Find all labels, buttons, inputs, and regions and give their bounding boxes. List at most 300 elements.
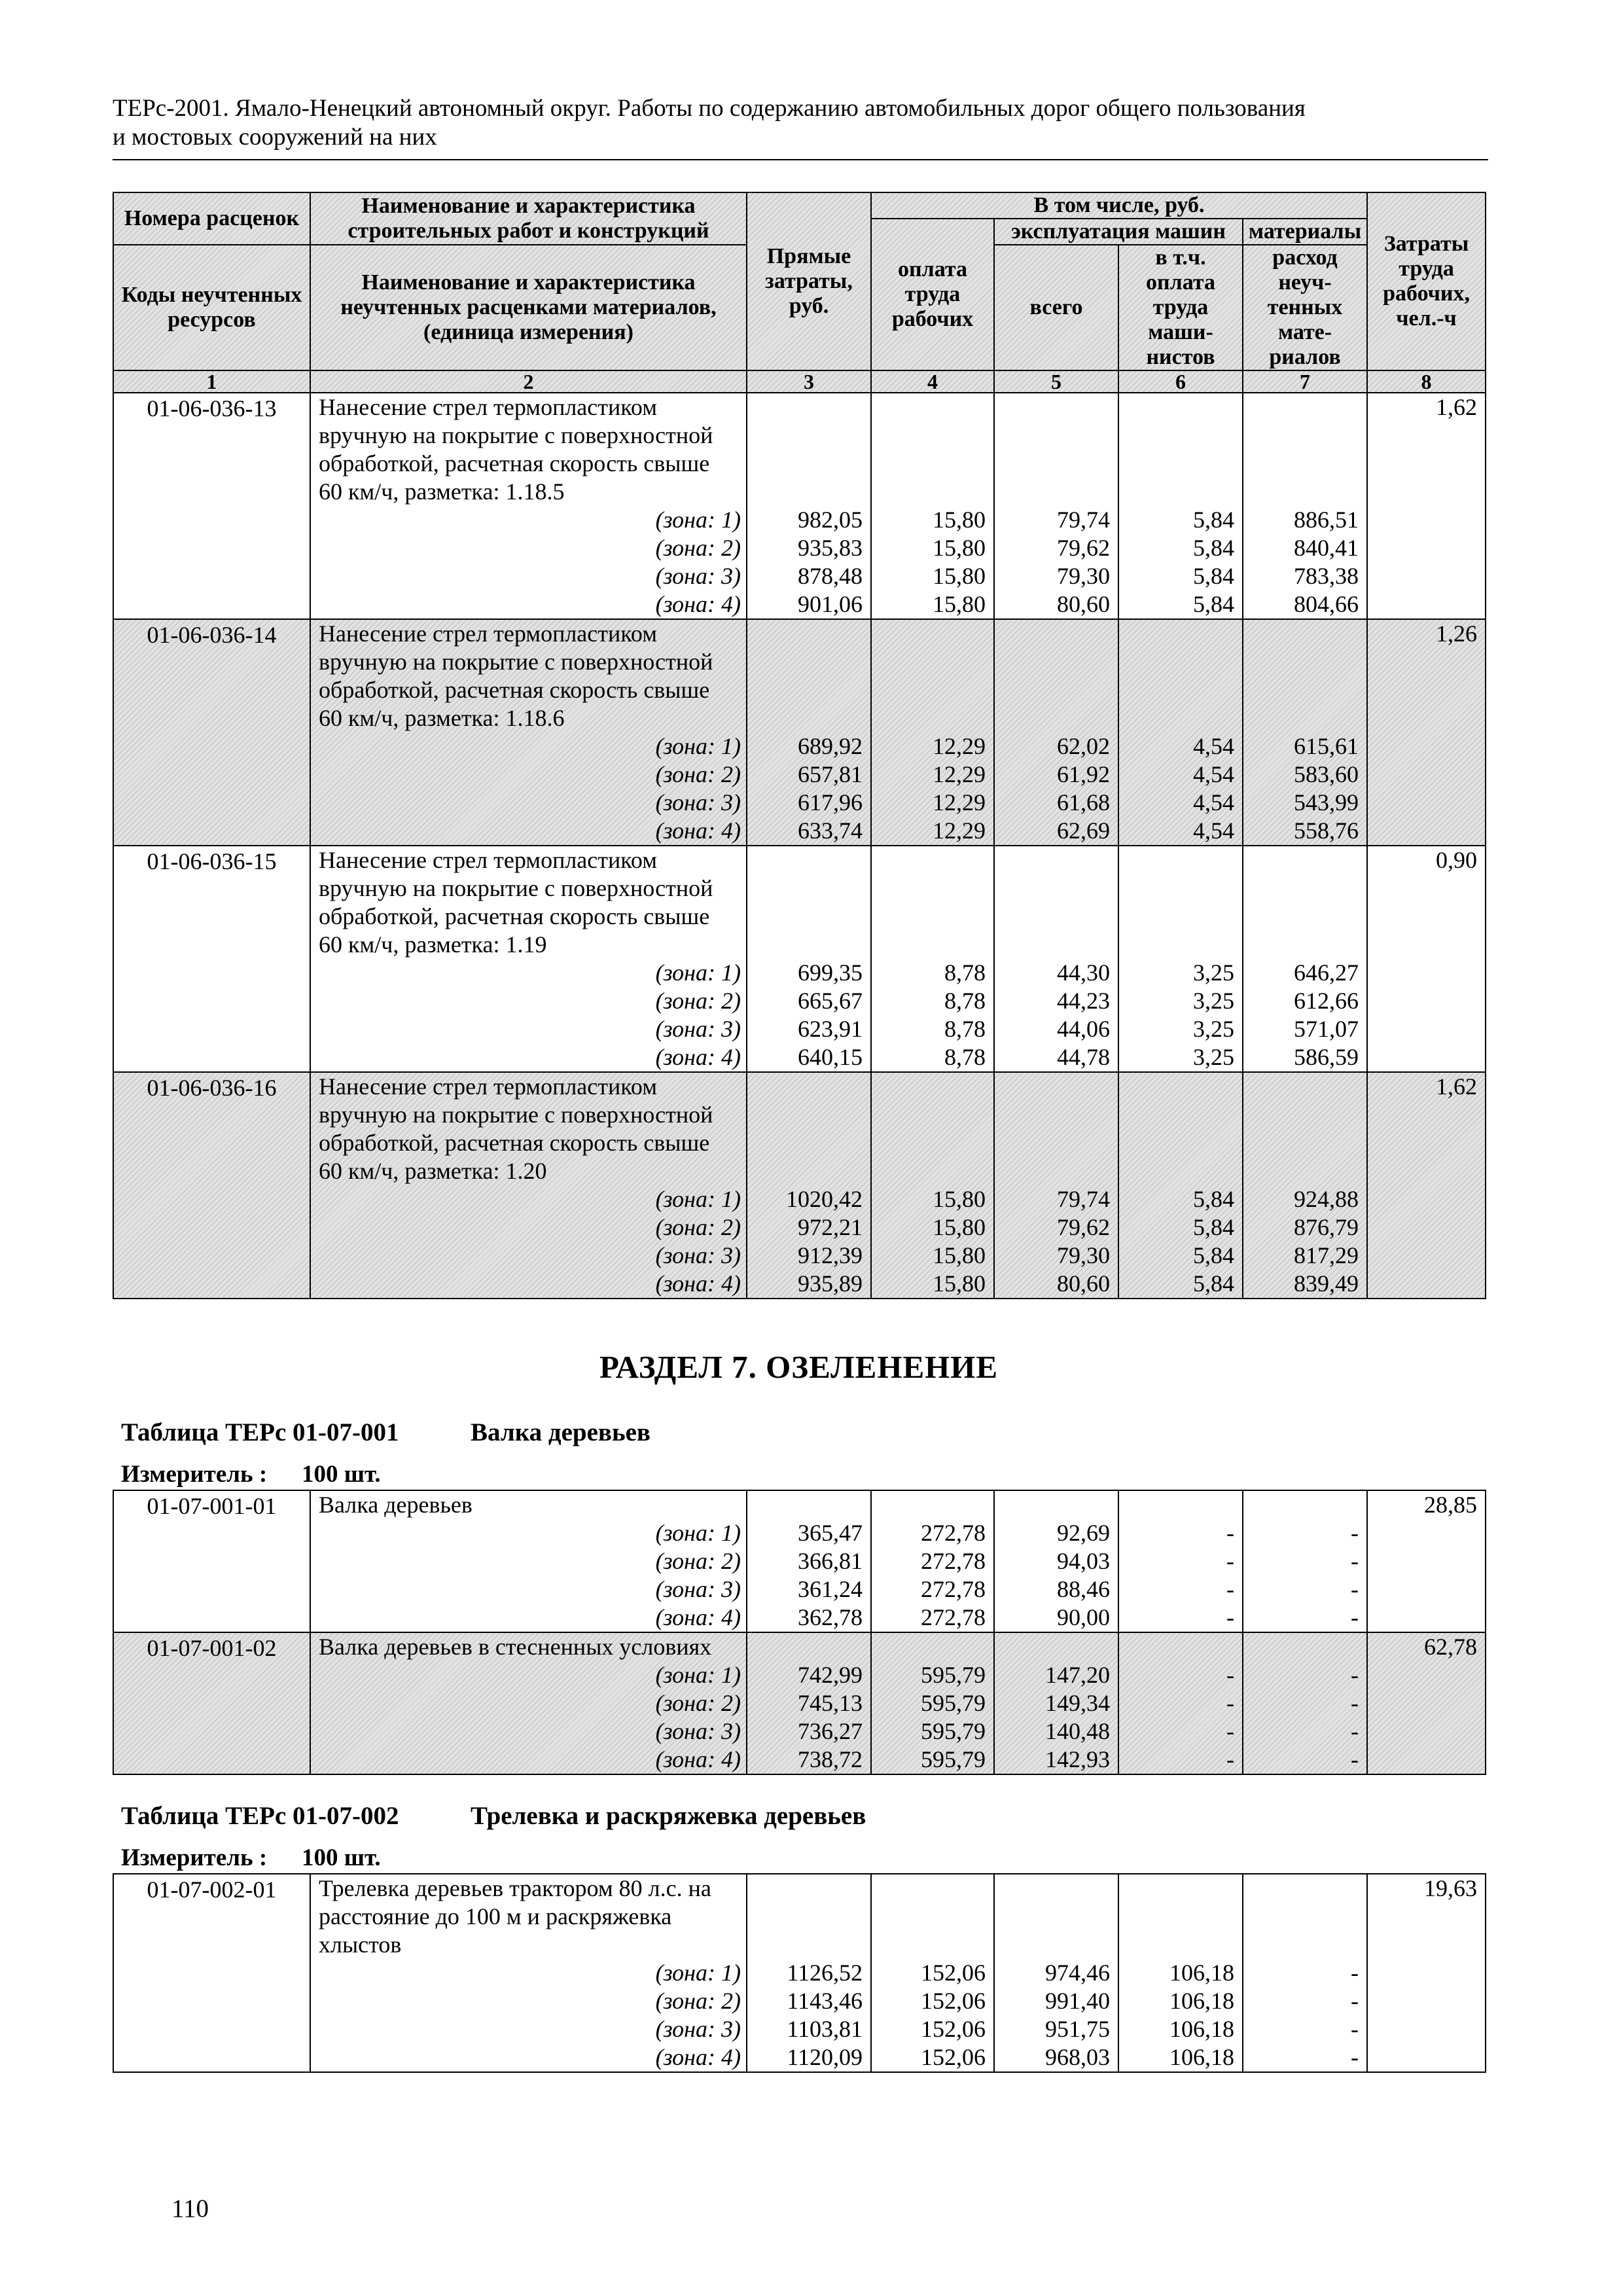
spacer <box>872 450 986 478</box>
machines-total-value: 968,03 <box>1045 2044 1110 2070</box>
spacer <box>995 620 1110 648</box>
table-row <box>113 619 1486 846</box>
materials-usage-cell <box>1243 1874 1367 2072</box>
work-name-cell <box>310 619 747 846</box>
spacer <box>995 1101 1110 1129</box>
section-title: РАЗДЕЛ 7. ОЗЕЛЕНЕНИЕ <box>599 1349 999 1385</box>
machinist-pay-value: 106,18 <box>1169 2016 1234 2042</box>
labor-cost-value: 1,26 <box>1436 620 1478 647</box>
labor-pay-value: 15,80 <box>933 591 986 617</box>
spacer <box>1119 1157 1234 1185</box>
rate-code-cell <box>113 846 310 1072</box>
work-name-line: Валка деревьев в стесненных условиях <box>319 1634 712 1660</box>
direct-cost-value: 657,81 <box>798 761 863 787</box>
spacer <box>872 620 986 648</box>
labor-pay-value: 15,80 <box>933 507 986 533</box>
table1-measure <box>121 1460 381 1488</box>
work-name-cell <box>310 1490 747 1632</box>
labor-pay-cell <box>871 619 994 846</box>
work-name-line: вручную на покрытие с поверхностной <box>319 422 713 448</box>
direct-cost-value: 745,13 <box>798 1690 863 1716</box>
machines-total-value: 61,68 <box>1057 789 1110 816</box>
spacer <box>872 478 986 506</box>
zone-label: (зона: 2) <box>655 761 741 787</box>
spacer <box>1243 1633 1359 1661</box>
zone-label: (зона: 4) <box>655 1604 741 1630</box>
direct-cost-value: 1103,81 <box>787 2016 863 2042</box>
machines-total-cell <box>994 1072 1118 1299</box>
spacer <box>872 874 986 903</box>
machines-total-value: 94,03 <box>1057 1548 1110 1574</box>
machines-total-cell <box>994 1490 1118 1632</box>
spacer <box>872 1633 986 1661</box>
head-machinist-pay: в т.ч. оплата труда маши-нистов <box>1118 245 1243 370</box>
work-name-line: расстояние до 100 м и раскряжевка <box>319 1903 672 1929</box>
rate-code: 01-06-036-13 <box>147 395 277 422</box>
materials-usage-cell <box>1243 846 1367 1072</box>
direct-cost-cell <box>747 1072 871 1299</box>
labor-pay-value: 15,80 <box>933 1186 986 1212</box>
col-number: 5 <box>994 370 1118 393</box>
work-name-line: обработкой, расчетная скорость свыше <box>319 1130 710 1156</box>
work-name-line: Трелевка деревьев трактором 80 л.с. на <box>319 1875 711 1901</box>
materials-usage-value: - <box>1351 1960 1359 1986</box>
direct-cost-value: 982,05 <box>798 507 863 533</box>
header-rule <box>113 159 1488 160</box>
machinist-pay-value: 5,84 <box>1193 1214 1234 1240</box>
spacer <box>1243 1157 1359 1185</box>
labor-pay-cell <box>871 846 994 1072</box>
labor-pay-value: 15,80 <box>933 563 986 589</box>
labor-cost-cell <box>1367 619 1486 846</box>
spacer <box>995 931 1110 959</box>
spacer <box>995 1633 1110 1661</box>
machines-total-value: 80,60 <box>1057 591 1110 617</box>
spacer <box>995 903 1110 931</box>
machinist-pay-value: 3,25 <box>1193 1044 1234 1070</box>
spacer <box>747 478 863 506</box>
spacer <box>747 1874 863 1903</box>
direct-cost-value: 738,72 <box>798 1746 863 1772</box>
table1-title <box>121 1418 651 1447</box>
direct-cost-value: 366,81 <box>798 1548 863 1574</box>
table2-id: Таблица ТЕРс 01-07-002 <box>121 1802 399 1830</box>
direct-cost-value: 689,92 <box>798 733 863 759</box>
spacer <box>995 1903 1110 1931</box>
rate-code-cell <box>113 1490 310 1632</box>
header-line-1: ТЕРс-2001. Ямало-Ненецкий автономный округ. Работы по содержанию автомобильных дорог общего пользования <box>113 95 1306 122</box>
machinist-pay-value: - <box>1226 1548 1234 1574</box>
head-resource-codes: Коды неучтенных ресурсов <box>113 245 310 370</box>
materials-usage-value: 583,60 <box>1294 761 1359 787</box>
spacer <box>747 422 863 450</box>
spacer <box>1243 1874 1359 1903</box>
spacer <box>872 846 986 874</box>
spacer <box>995 704 1110 732</box>
materials-usage-value: 840,41 <box>1294 535 1359 561</box>
labor-cost-value: 0,90 <box>1436 847 1478 873</box>
machines-total-value: 88,46 <box>1057 1576 1110 1602</box>
direct-cost-value: 736,27 <box>798 1718 863 1744</box>
spacer <box>1243 1931 1359 1959</box>
spacer <box>995 393 1110 422</box>
rate-code: 01-07-002-01 <box>147 1876 277 1903</box>
materials-usage-value: 543,99 <box>1294 789 1359 816</box>
rate-code-cell <box>113 393 310 619</box>
machines-total-value: 44,30 <box>1057 960 1110 986</box>
zone-label: (зона: 3) <box>655 789 741 816</box>
machines-total-value: 142,93 <box>1045 1746 1110 1772</box>
spacer <box>1243 874 1359 903</box>
materials-usage-value: 615,61 <box>1294 733 1359 759</box>
machines-total-value: 79,74 <box>1057 507 1110 533</box>
work-name-cell <box>310 846 747 1072</box>
spacer <box>872 1101 986 1129</box>
materials-usage-value: 924,88 <box>1294 1186 1359 1212</box>
table1-id: Таблица ТЕРс 01-07-001 <box>121 1418 399 1446</box>
spacer <box>1119 1129 1234 1157</box>
direct-cost-value: 665,67 <box>798 988 863 1014</box>
head-material-usage: расход неуч-тенных мате-риалов <box>1243 245 1367 370</box>
labor-pay-cell <box>871 1490 994 1632</box>
materials-usage-value: - <box>1351 1746 1359 1772</box>
direct-cost-value: 935,89 <box>798 1270 863 1297</box>
machinist-pay-cell <box>1118 846 1243 1072</box>
labor-pay-value: 152,06 <box>921 1960 986 1986</box>
spacer <box>747 1491 863 1519</box>
labor-pay-value: 272,78 <box>921 1576 986 1602</box>
spacer <box>1243 422 1359 450</box>
work-name-cell <box>310 1632 747 1774</box>
spacer <box>1119 1073 1234 1101</box>
machines-total-cell <box>994 393 1118 619</box>
machinist-pay-value: 5,84 <box>1193 591 1234 617</box>
table-row <box>113 393 1486 619</box>
machinist-pay-value: 5,84 <box>1193 1186 1234 1212</box>
spacer <box>872 1073 986 1101</box>
spacer <box>872 393 986 422</box>
table2-title <box>121 1801 866 1831</box>
spacer <box>1119 903 1234 931</box>
machines-total-value: 79,30 <box>1057 563 1110 589</box>
machinist-pay-value: 5,84 <box>1193 1242 1234 1268</box>
machinist-pay-value: 3,25 <box>1193 1016 1234 1042</box>
spacer <box>1243 1101 1359 1129</box>
spacer <box>747 931 863 959</box>
spacer <box>1119 931 1234 959</box>
labor-pay-value: 8,78 <box>944 1044 986 1070</box>
labor-pay-value: 12,29 <box>933 733 986 759</box>
spacer <box>1243 478 1359 506</box>
machinist-pay-cell <box>1118 1632 1243 1774</box>
labor-cost-cell <box>1367 393 1486 619</box>
machines-total-value: 140,48 <box>1045 1718 1110 1744</box>
rate-code: 01-06-036-14 <box>147 622 277 648</box>
rate-code: 01-06-036-16 <box>147 1075 277 1101</box>
direct-cost-value: 1020,42 <box>786 1186 863 1212</box>
zone-label: (зона: 4) <box>655 1746 741 1772</box>
direct-cost-value: 912,39 <box>798 1242 863 1268</box>
materials-usage-value: 558,76 <box>1294 817 1359 844</box>
labor-cost-cell <box>1367 1072 1486 1299</box>
machines-total-value: 149,34 <box>1045 1690 1110 1716</box>
spacer <box>747 1157 863 1185</box>
head-work-name: Наименование и характеристика строительных работ и конструкций <box>310 192 747 245</box>
spacer <box>872 903 986 931</box>
page-number: 110 <box>171 2195 209 2223</box>
zone-label: (зона: 4) <box>655 591 741 617</box>
zone-label: (зона: 1) <box>655 1662 741 1688</box>
spacer <box>1119 1903 1234 1931</box>
zone-label: (зона: 1) <box>655 507 741 533</box>
labor-pay-value: 8,78 <box>944 1016 986 1042</box>
direct-cost-value: 901,06 <box>798 591 863 617</box>
zone-label: (зона: 3) <box>655 1576 741 1602</box>
head-material-name: Наименование и характеристика неучтенных расценками материалов, (единица измерения) <box>310 245 747 370</box>
labor-pay-cell <box>871 393 994 619</box>
materials-usage-value: - <box>1351 1520 1359 1546</box>
materials-usage-cell <box>1243 1072 1367 1299</box>
work-name-line: обработкой, расчетная скорость свыше <box>319 677 710 703</box>
spacer <box>1119 478 1234 506</box>
spacer <box>1243 931 1359 959</box>
work-name-line: обработкой, расчетная скорость свыше <box>319 450 710 476</box>
spacer <box>1243 648 1359 676</box>
zone-label: (зона: 2) <box>655 1214 741 1240</box>
work-name-line: Нанесение стрел термопластиком <box>319 847 658 873</box>
zone-label: (зона: 2) <box>655 535 741 561</box>
zone-label: (зона: 3) <box>655 2016 741 2042</box>
materials-usage-value: - <box>1351 1548 1359 1574</box>
machines-total-cell <box>994 846 1118 1072</box>
table-row <box>113 1632 1486 1774</box>
zone-label: (зона: 2) <box>655 1988 741 2014</box>
materials-usage-value: 839,49 <box>1294 1270 1359 1297</box>
zone-label: (зона: 2) <box>655 988 741 1014</box>
machinist-pay-value: 3,25 <box>1193 960 1234 986</box>
labor-cost-cell <box>1367 1490 1486 1632</box>
spacer <box>872 1903 986 1931</box>
direct-cost-value: 935,83 <box>798 535 863 561</box>
machinist-pay-value: 4,54 <box>1193 761 1234 787</box>
table1-name: Валка деревьев <box>471 1418 651 1446</box>
direct-cost-value: 1126,52 <box>787 1960 863 1986</box>
machines-total-value: 79,74 <box>1057 1186 1110 1212</box>
spacer <box>747 393 863 422</box>
col-number: 2 <box>310 370 747 393</box>
spacer <box>995 1073 1110 1101</box>
work-name-line: Нанесение стрел термопластиком <box>319 1073 658 1100</box>
labor-cost-cell <box>1367 846 1486 1072</box>
spacer <box>747 1931 863 1959</box>
spacer <box>1119 1491 1234 1519</box>
materials-usage-value: 571,07 <box>1294 1016 1359 1042</box>
direct-cost-cell <box>747 619 871 846</box>
materials-usage-cell <box>1243 619 1367 846</box>
table2-measure-value: 100 шт. <box>302 1844 381 1871</box>
spacer <box>1243 450 1359 478</box>
col-number: 1 <box>113 370 310 393</box>
machines-total-value: 92,69 <box>1057 1520 1110 1546</box>
table2 <box>113 1873 1486 2073</box>
col-number: 6 <box>1118 370 1243 393</box>
page-header <box>113 94 1487 152</box>
machinist-pay-value: 5,84 <box>1193 563 1234 589</box>
table1 <box>113 1490 1486 1775</box>
machines-total-value: 991,40 <box>1045 1988 1110 2014</box>
machines-total-value: 44,23 <box>1057 988 1110 1014</box>
spacer <box>995 450 1110 478</box>
machines-total-value: 44,78 <box>1057 1044 1110 1070</box>
labor-cost-value: 62,78 <box>1424 1634 1477 1660</box>
col-number: 8 <box>1367 370 1486 393</box>
labor-pay-value: 595,79 <box>921 1690 986 1716</box>
materials-usage-value: - <box>1351 1604 1359 1630</box>
spacer <box>1119 450 1234 478</box>
materials-usage-value: 646,27 <box>1294 960 1359 986</box>
table-row <box>113 1072 1486 1299</box>
machinist-pay-value: 5,84 <box>1193 535 1234 561</box>
machinist-pay-cell <box>1118 393 1243 619</box>
materials-usage-value: 876,79 <box>1294 1214 1359 1240</box>
materials-usage-value: 886,51 <box>1294 507 1359 533</box>
spacer <box>995 676 1110 704</box>
head-machines-total: всего <box>994 245 1118 370</box>
zone-label: (зона: 1) <box>655 1520 741 1546</box>
labor-cost-cell <box>1367 1874 1486 2072</box>
direct-cost-value: 878,48 <box>798 563 863 589</box>
spacer <box>872 1491 986 1519</box>
labor-pay-value: 8,78 <box>944 988 986 1014</box>
labor-cost-value: 19,63 <box>1424 1875 1477 1901</box>
spacer <box>747 1129 863 1157</box>
work-name-line: вручную на покрытие с поверхностной <box>319 1102 713 1128</box>
work-name-cell <box>310 393 747 619</box>
spacer <box>1243 393 1359 422</box>
table2-name: Трелевка и раскряжевка деревьев <box>471 1802 866 1830</box>
materials-usage-value: 612,66 <box>1294 988 1359 1014</box>
direct-cost-value: 972,21 <box>798 1214 863 1240</box>
zone-label: (зона: 4) <box>655 1044 741 1070</box>
spacer <box>1119 874 1234 903</box>
direct-cost-value: 1120,09 <box>787 2044 863 2070</box>
spacer <box>747 874 863 903</box>
spacer <box>747 1101 863 1129</box>
spacer <box>747 704 863 732</box>
head-materials: материалы <box>1243 219 1367 245</box>
machinist-pay-value: 3,25 <box>1193 988 1234 1014</box>
head-rate-numbers: Номера расценок <box>113 192 310 245</box>
spacer <box>872 676 986 704</box>
spacer <box>995 846 1110 874</box>
machines-total-value: 44,06 <box>1057 1016 1110 1042</box>
head-direct-costs: Прямые затраты, руб. <box>747 192 871 370</box>
zone-label: (зона: 1) <box>655 1960 741 1986</box>
table2-measure <box>121 1844 381 1872</box>
zone-label: (зона: 1) <box>655 960 741 986</box>
spacer <box>747 620 863 648</box>
materials-usage-value: - <box>1351 1718 1359 1744</box>
rate-code-cell <box>113 1072 310 1299</box>
machinist-pay-cell <box>1118 619 1243 846</box>
spacer <box>747 1073 863 1101</box>
direct-cost-value: 365,47 <box>798 1520 863 1546</box>
spacer <box>995 1129 1110 1157</box>
rate-code-cell <box>113 1632 310 1774</box>
materials-usage-value: - <box>1351 1662 1359 1688</box>
machinist-pay-value: 5,84 <box>1193 507 1234 533</box>
work-name-line: Валка деревьев <box>319 1492 473 1518</box>
spacer <box>747 450 863 478</box>
head-in-total: В том числе, руб. <box>871 192 1367 219</box>
labor-pay-cell <box>871 1072 994 1299</box>
direct-cost-cell <box>747 393 871 619</box>
direct-cost-value: 633,74 <box>798 817 863 844</box>
spacer <box>1243 1491 1359 1519</box>
machinist-pay-value: - <box>1226 1746 1234 1772</box>
col-number: 3 <box>747 370 871 393</box>
machines-total-value: 90,00 <box>1057 1604 1110 1630</box>
machines-total-value: 62,02 <box>1057 733 1110 759</box>
spacer <box>872 1874 986 1903</box>
machines-total-value: 79,30 <box>1057 1242 1110 1268</box>
spacer <box>872 704 986 732</box>
machinist-pay-value: - <box>1226 1520 1234 1546</box>
labor-pay-value: 12,29 <box>933 789 986 816</box>
machines-total-value: 61,92 <box>1057 761 1110 787</box>
work-name-line: 60 км/ч, разметка: 1.20 <box>319 1158 547 1184</box>
rate-code: 01-07-001-02 <box>147 1635 277 1661</box>
spacer <box>1119 620 1234 648</box>
labor-pay-value: 8,78 <box>944 960 986 986</box>
machines-total-cell <box>994 619 1118 846</box>
labor-cost-value: 1,62 <box>1436 394 1478 420</box>
machines-total-value: 147,20 <box>1045 1662 1110 1688</box>
spacer <box>1119 1101 1234 1129</box>
spacer <box>1119 1874 1234 1903</box>
direct-cost-value: 1143,46 <box>787 1988 863 2014</box>
spacer <box>747 1633 863 1661</box>
rate-code: 01-06-036-15 <box>147 848 277 874</box>
labor-pay-value: 272,78 <box>921 1548 986 1574</box>
labor-pay-cell <box>871 1632 994 1774</box>
spacer <box>872 1157 986 1185</box>
zone-label: (зона: 3) <box>655 1718 741 1744</box>
machinist-pay-value: 5,84 <box>1193 1270 1234 1297</box>
machinist-pay-cell <box>1118 1490 1243 1632</box>
zone-label: (зона: 2) <box>655 1690 741 1716</box>
table-row <box>113 1490 1486 1632</box>
machines-total-cell <box>994 1632 1118 1774</box>
work-name-cell <box>310 1072 747 1299</box>
spacer <box>747 846 863 874</box>
labor-pay-value: 152,06 <box>921 2044 986 2070</box>
labor-cost-value: 28,85 <box>1424 1492 1477 1518</box>
zone-label: (зона: 3) <box>655 563 741 589</box>
labor-pay-cell <box>871 1874 994 2072</box>
direct-cost-cell <box>747 846 871 1072</box>
spacer <box>995 648 1110 676</box>
table2-measure-label: Измеритель : <box>121 1844 268 1871</box>
spacer <box>872 648 986 676</box>
zone-label: (зона: 3) <box>655 1242 741 1268</box>
zone-label: (зона: 1) <box>655 1186 741 1212</box>
spacer <box>747 1903 863 1931</box>
labor-pay-value: 15,80 <box>933 535 986 561</box>
spacer <box>872 1129 986 1157</box>
spacer <box>1243 676 1359 704</box>
materials-usage-value: 804,66 <box>1294 591 1359 617</box>
